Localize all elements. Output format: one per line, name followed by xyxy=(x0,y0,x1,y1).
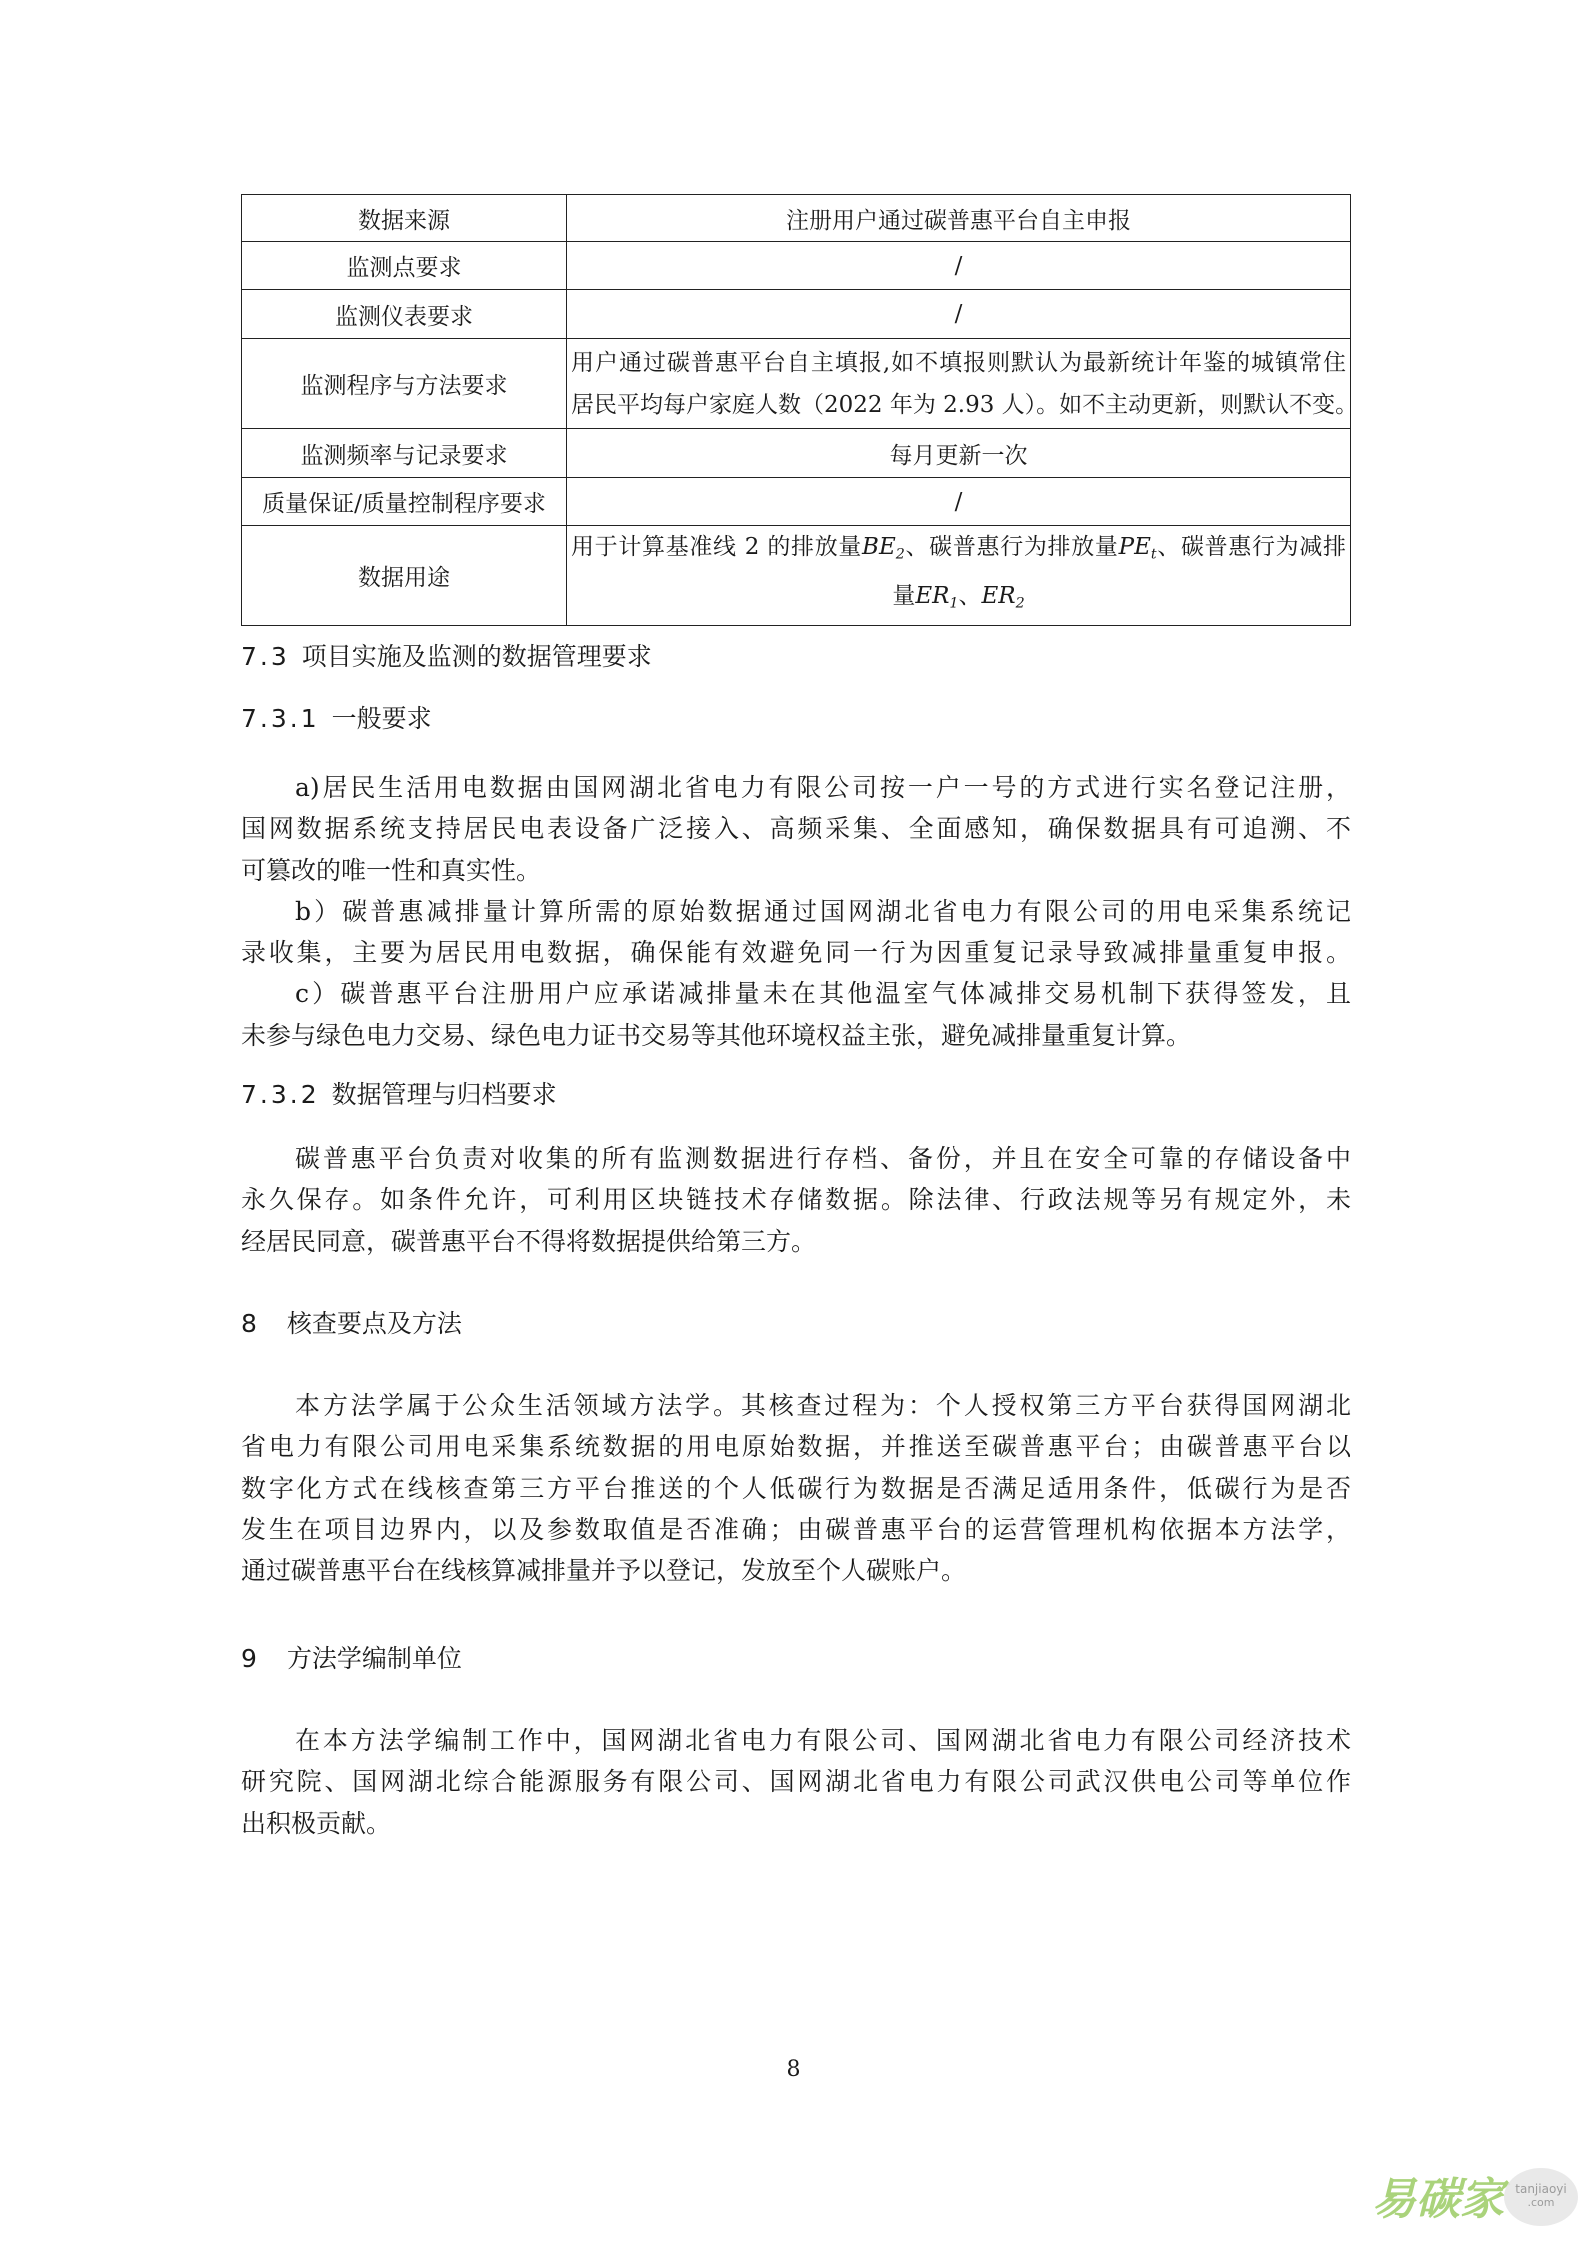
table-row xyxy=(242,429,1351,478)
row-value: / xyxy=(567,242,1351,290)
paragraph-data-archiving xyxy=(241,1138,1351,1262)
text-line: 可篡改的唯一性和真实性。 xyxy=(241,855,542,885)
row-value: 每月更新一次 xyxy=(567,429,1351,478)
table-row xyxy=(242,242,1351,290)
math-symbol xyxy=(915,583,959,612)
text-line: 发生在项目边界内，以及参数取值是否准确；由碳普惠平台的运营管理机构依据本方法学， xyxy=(241,1514,1351,1544)
text-segment: 量 xyxy=(892,583,916,610)
math-symbol xyxy=(1118,534,1157,563)
math-subscript: 2 xyxy=(1015,595,1025,612)
math-variable: BE xyxy=(862,534,896,560)
watermark-logo xyxy=(1372,2166,1582,2232)
text-line: 本方法学属于公众生活领域方法学。其核查过程为：个人授权第三方平台获得国网湖北 xyxy=(295,1391,1351,1420)
row-value: / xyxy=(567,478,1351,526)
row-label: 监测点要求 xyxy=(242,242,567,290)
watermark-domain-suffix: .com xyxy=(1527,2196,1555,2209)
row-value: 注册用户通过碳普惠平台自主申报 xyxy=(567,195,1351,242)
text-line: a)居民生活用电数据由国网湖北省电力有限公司按一户一号的方式进行实名登记注册， xyxy=(295,773,1351,802)
text-line: 省电力有限公司用电采集系统数据的用电原始数据，并推送至碳普惠平台；由碳普惠平台以 xyxy=(241,1432,1351,1462)
row-value xyxy=(567,526,1351,626)
paragraph-contributors xyxy=(241,1720,1351,1844)
section-title: 核查要点及方法 xyxy=(286,1309,462,1338)
text-line: 未参与绿色电力交易、绿色电力证书交易等其他环境权益主张，避免减排量重复计算。 xyxy=(241,1020,1192,1050)
table-row xyxy=(242,290,1351,339)
math-subscript: 2 xyxy=(895,546,905,563)
watermark-logo-text: 易碳家 xyxy=(1372,2174,1504,2225)
text-line: 国网数据系统支持居民电表设备广泛接入、高频采集、全面感知，确保数据具有可追溯、不 xyxy=(241,814,1351,844)
section-number: 9 xyxy=(241,1644,257,1673)
paragraph-verification xyxy=(241,1385,1351,1591)
text-line: c）碳普惠平台注册用户应承诺减排量未在其他温室气体减排交易机制下获得签发，且 xyxy=(295,979,1351,1009)
math-variable: ER xyxy=(981,583,1016,610)
table-row xyxy=(242,526,1351,626)
section-number: 8 xyxy=(241,1309,257,1338)
section-heading-7-3-1 xyxy=(241,698,432,740)
math-subscript: 1 xyxy=(949,595,959,612)
text-line: 出积极贡献。 xyxy=(241,1808,392,1838)
row-label: 数据来源 xyxy=(242,195,567,242)
text-line: 碳普惠平台负责对收集的所有监测数据进行存档、备份，并且在安全可靠的存储设备中 xyxy=(295,1144,1351,1173)
text-line: b）碳普惠减排量计算所需的原始数据通过国网湖北省电力有限公司的用电采集系统记 xyxy=(295,896,1351,926)
section-title: 方法学编制单位 xyxy=(286,1644,462,1673)
table-row xyxy=(242,195,1351,242)
section-heading-8 xyxy=(241,1303,462,1345)
watermark-domain: tanjiaoyi xyxy=(1515,2182,1567,2196)
section-number: 7.3.1 xyxy=(241,704,320,733)
paragraph-general-requirements xyxy=(241,767,1351,1056)
row-label: 监测程序与方法要求 xyxy=(242,339,567,429)
text-segment: 用于计算基准线 2 的排放量 xyxy=(571,534,863,560)
text-line: 经居民同意，碳普惠平台不得将数据提供给第三方。 xyxy=(241,1226,817,1256)
text-line: 录收集，主要为居民用电数据，确保能有效避免同一行为因重复记录导致减排量重复申报。 xyxy=(241,938,1351,968)
row-label: 监测频率与记录要求 xyxy=(242,429,567,478)
text-segment: 、碳普惠行为减排 xyxy=(1156,534,1347,560)
section-heading-7-3 xyxy=(241,636,652,678)
text-segment: 、碳普惠行为排放量 xyxy=(904,534,1119,560)
row-value: / xyxy=(567,290,1351,339)
text-line: 研究院、国网湖北综合能源服务有限公司、国网湖北省电力有限公司武汉供电公司等单位作 xyxy=(241,1767,1351,1797)
text-line: 永久保存。如条件允许，可利用区块链技术存储数据。除法律、行政法规等另有规定外，未 xyxy=(241,1185,1351,1215)
row-label: 监测仪表要求 xyxy=(242,290,567,339)
text-line: 通过碳普惠平台在线核算减排量并予以登记，发放至个人碳账户。 xyxy=(241,1556,967,1586)
section-number: 7.3.2 xyxy=(241,1080,320,1109)
section-number: 7.3 xyxy=(241,642,290,671)
text-line: 数字化方式在线核查第三方平台推送的个人低碳行为数据是否满足适用条件，低碳行为是否 xyxy=(241,1473,1351,1503)
row-label: 质量保证/质量控制程序要求 xyxy=(242,478,567,526)
row-value-line xyxy=(571,575,1346,624)
section-heading-9 xyxy=(241,1638,462,1680)
page-number: 8 xyxy=(786,2057,801,2082)
row-value-line: 居民平均每户家庭人数（2022 年为 2.93 人）。如不主动更新，则默认不变。 xyxy=(571,391,1359,418)
table-row xyxy=(242,339,1351,429)
math-symbol xyxy=(862,534,905,563)
watermark-domain-badge xyxy=(1504,2168,1578,2226)
row-value-line xyxy=(571,526,1346,575)
section-title: 数据管理与归档要求 xyxy=(331,1080,557,1109)
section-heading-7-3-2 xyxy=(241,1074,557,1116)
row-value-line: 用户通过碳普惠平台自主填报,如不填报则默认为最新统计年鉴的城镇常住 xyxy=(571,349,1346,376)
table-row xyxy=(242,478,1351,526)
math-variable: PE xyxy=(1118,534,1151,560)
section-title: 一般要求 xyxy=(331,704,432,733)
monitoring-parameter-table xyxy=(241,194,1359,626)
text-segment: 、 xyxy=(958,583,982,610)
row-label: 数据用途 xyxy=(242,526,567,626)
text-line: 在本方法学编制工作中，国网湖北省电力有限公司、国网湖北省电力有限公司经济技术 xyxy=(295,1726,1351,1755)
section-title: 项目实施及监测的数据管理要求 xyxy=(301,642,652,671)
math-symbol xyxy=(981,583,1025,612)
math-subscript: t xyxy=(1150,546,1157,563)
row-value xyxy=(567,339,1359,429)
math-variable: ER xyxy=(915,583,950,610)
